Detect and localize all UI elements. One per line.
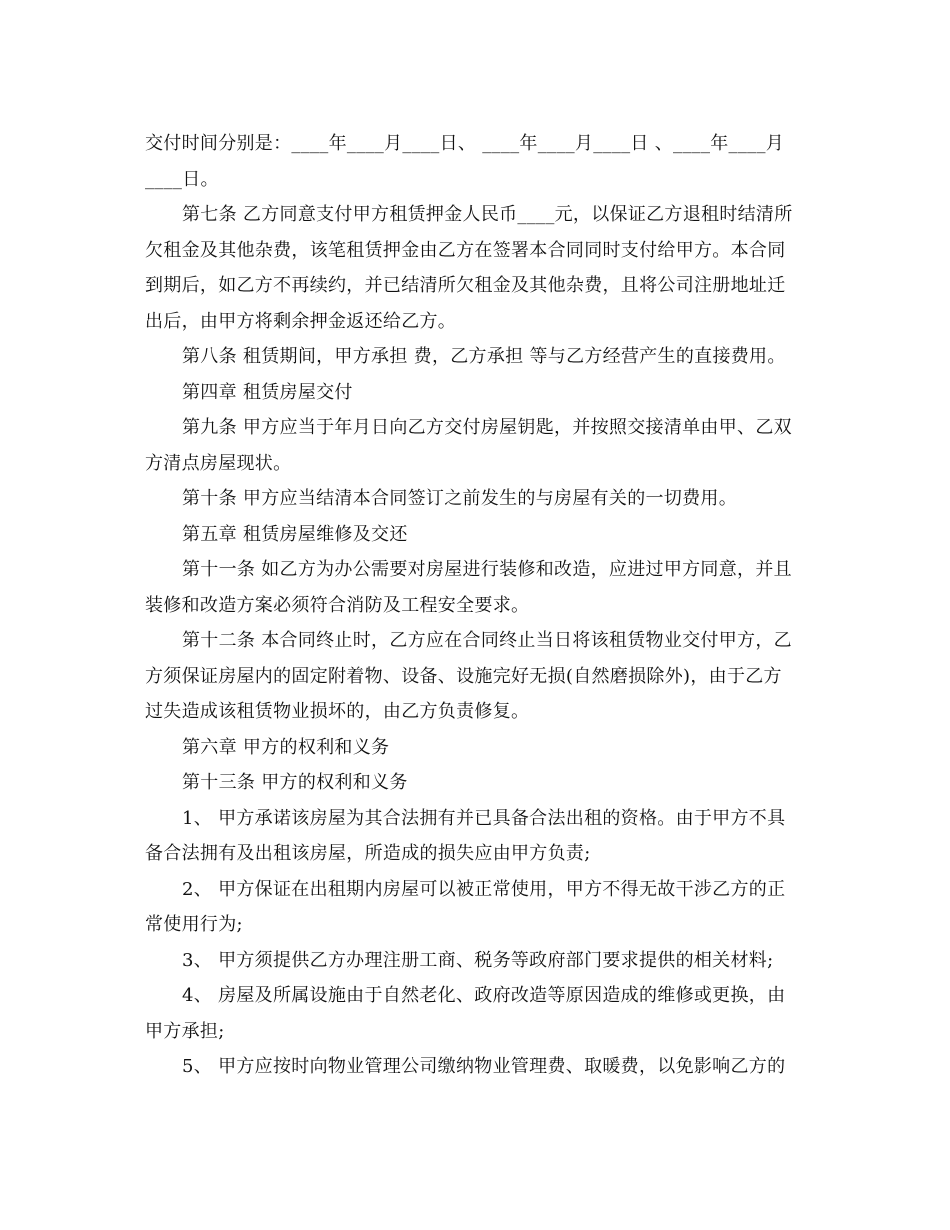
text-line: 第十条 甲方应当结清本合同签订之前发生的与房屋有关的一切费用。 (182, 488, 738, 509)
text-line: 装修和改造方案必须符合消防及工程安全要求。 (145, 594, 530, 616)
text-line: 方须保证房屋内的固定附着物、设备、设施完好无损(自然磨损除外)，由于乙方 (145, 665, 782, 687)
text-line: 甲方承担; (145, 1020, 225, 1042)
text-line: 第五章 租赁房屋维修及交还 (182, 523, 408, 545)
text-line: 出后，由甲方将剩余押金返还给乙方。 (145, 310, 457, 332)
text-line: 第十一条 如乙方为办公需要对房屋进行装修和改造，应进过甲方同意，并且 (182, 559, 792, 580)
text-line: 方清点房屋现状。 (145, 452, 292, 474)
text-line: 交付时间分别是：____年____月____日、 ____年____月____日 、____年____月 (145, 133, 785, 154)
text-line: 到期后，如乙方不再续约，并已结清所欠租金及其他杂费，且将公司注册地址迁 (145, 275, 786, 296)
text-line: 3、 甲方须提供乙方办理注册工商、税务等政府部门要求提供的相关材料; (182, 949, 774, 971)
text-line: 备合法拥有及出租该房屋，所造成的损失应由甲方负责; (145, 843, 591, 864)
text-line: 第九条 甲方应当于年月日向乙方交付房屋钥匙，并按照交接清单由甲、乙双 (182, 417, 792, 438)
text-line: 欠租金及其他杂费，该笔租赁押金由乙方在签署本合同同时支付给甲方。本合同 (145, 239, 786, 261)
text-line: 第十三条 甲方的权利和义务 (182, 772, 408, 793)
text-line: 第四章 租赁房屋交付 (182, 381, 353, 403)
text-line: 第十二条 本合同终止时，乙方应在合同终止当日将该租赁物业交付甲方，乙 (182, 630, 792, 651)
text-line: 第七条 乙方同意支付甲方租赁押金人民币____元，以保证乙方退租时结清所 (182, 204, 793, 225)
text-line: 1、 甲方承诺该房屋为其合法拥有并已具备合法出租的资格。由于甲方不具 (182, 807, 786, 829)
document-body (145, 126, 809, 1085)
text-line: 常使用行为; (145, 914, 243, 935)
text-line: 5、 甲方应按时向物业管理公司缴纳物业管理费、取暖费，以免影响乙方的 (182, 1056, 786, 1077)
text-line: 第六章 甲方的权利和义务 (182, 736, 390, 758)
text-line: ____日。 (145, 168, 219, 190)
text-line: 2、 甲方保证在出租期内房屋可以被正常使用，甲方不得无故干涉乙方的正 (182, 878, 786, 900)
text-line: 过失造成该租赁物业损坏的，由乙方负责修复。 (145, 701, 530, 722)
text-line: 第八条 租赁期间，甲方承担 费，乙方承担 等与乙方经营产生的直接费用。 (182, 346, 786, 367)
text-line: 4、 房屋及所属设施由于自然老化、政府改造等原因造成的维修或更换，由 (182, 985, 786, 1006)
